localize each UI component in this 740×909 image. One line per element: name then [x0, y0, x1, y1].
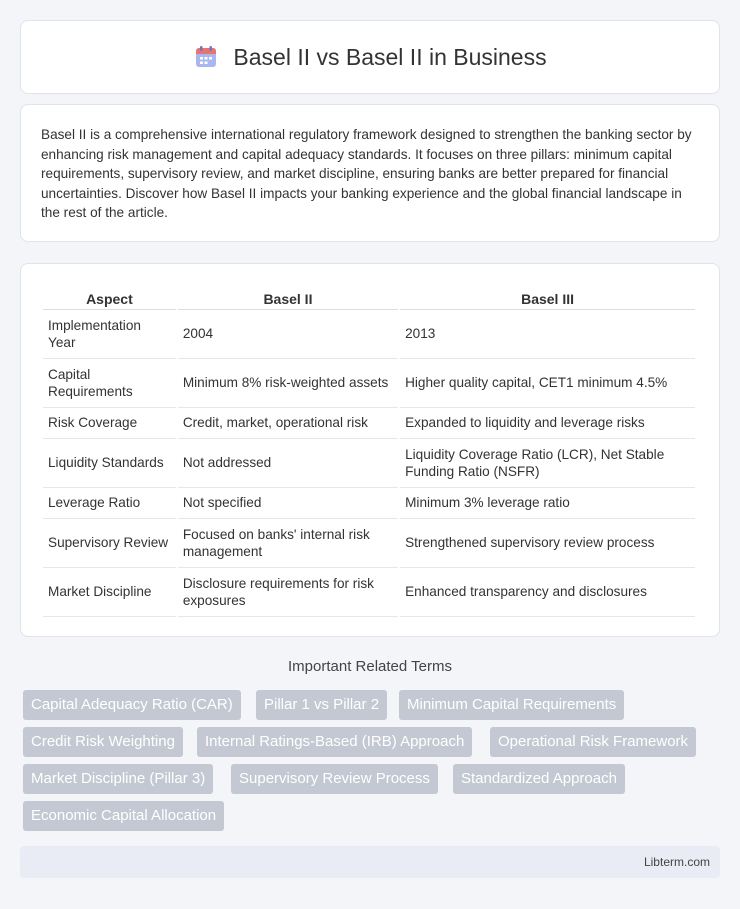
related-term-tag[interactable]: Credit Risk Weighting [23, 727, 183, 757]
footer [20, 846, 720, 878]
related-term-tag[interactable]: Economic Capital Allocation [23, 801, 224, 831]
table-cell: Not specified [178, 488, 398, 519]
table-cell: Implementation Year [43, 310, 176, 359]
table-row [43, 568, 695, 617]
table-cell: Enhanced transparency and disclosures [400, 568, 695, 617]
table-cell: Liquidity Coverage Ratio (LCR), Net Stable Funding Ratio (NSFR) [400, 439, 695, 488]
table-row [43, 439, 695, 488]
table-cell: Minimum 3% leverage ratio [400, 488, 695, 519]
header-aspect: Aspect [43, 282, 176, 310]
intro-card [20, 104, 720, 242]
calendar-icon [193, 44, 219, 70]
related-term-tag[interactable]: Operational Risk Framework [490, 727, 696, 757]
table-cell: Expanded to liquidity and leverage risks [400, 408, 695, 439]
table-cell: Market Discipline [43, 568, 176, 617]
table-cell: Leverage Ratio [43, 488, 176, 519]
related-term-tag[interactable]: Standardized Approach [453, 764, 625, 794]
table-cell: Strengthened supervisory review process [400, 519, 695, 568]
related-term-tag[interactable]: Pillar 1 vs Pillar 2 [256, 690, 387, 720]
table-header-row [43, 282, 695, 310]
table-cell: Credit, market, operational risk [178, 408, 398, 439]
table-row [43, 310, 695, 359]
footer-site-link[interactable]: Libterm.com [643, 855, 710, 869]
table-cell: Disclosure requirements for risk exposures [178, 568, 398, 617]
related-term-tag[interactable]: Supervisory Review Process [231, 764, 438, 794]
intro-text: Basel II is a comprehensive international regulatory framework designed to strengthen the banking sector by enhancing risk management and capital adequacy standards. It focuses on three pillars: minimum capital requirements, supervisory review, and market discipline, ensuring banks are better prepared for financial uncertainties. Discover how Basel II impacts your banking experience and the global financial landscape in the rest of the article. [41, 127, 692, 220]
table-cell: Minimum 8% risk-weighted assets [178, 359, 398, 408]
header-basel-iii: Basel III [400, 282, 695, 310]
table-cell: Capital Requirements [43, 359, 176, 408]
related-term-tag[interactable]: Internal Ratings-Based (IRB) Approach [197, 727, 472, 757]
related-terms-title: Important Related Terms [288, 658, 452, 675]
table-cell: Not addressed [178, 439, 398, 488]
comparison-card [20, 263, 720, 637]
title-card [20, 20, 720, 94]
table-cell: Higher quality capital, CET1 minimum 4.5% [400, 359, 695, 408]
table-row [43, 519, 695, 568]
table-cell: Liquidity Standards [43, 439, 176, 488]
header-basel-ii: Basel II [178, 282, 398, 310]
table-row [43, 359, 695, 408]
table-cell: Risk Coverage [43, 408, 176, 439]
table-cell: 2004 [178, 310, 398, 359]
related-term-tag[interactable]: Capital Adequacy Ratio (CAR) [23, 690, 241, 720]
comparison-table [41, 282, 697, 617]
table-cell: Focused on banks' internal risk management [178, 519, 398, 568]
related-term-tag[interactable]: Market Discipline (Pillar 3) [23, 764, 213, 794]
table-cell: Supervisory Review [43, 519, 176, 568]
table-row [43, 488, 695, 519]
page-title: Basel II vs Basel II in Business [233, 43, 547, 70]
table-row [43, 408, 695, 439]
table-cell: 2013 [400, 310, 695, 359]
related-term-tag[interactable]: Minimum Capital Requirements [399, 690, 624, 720]
